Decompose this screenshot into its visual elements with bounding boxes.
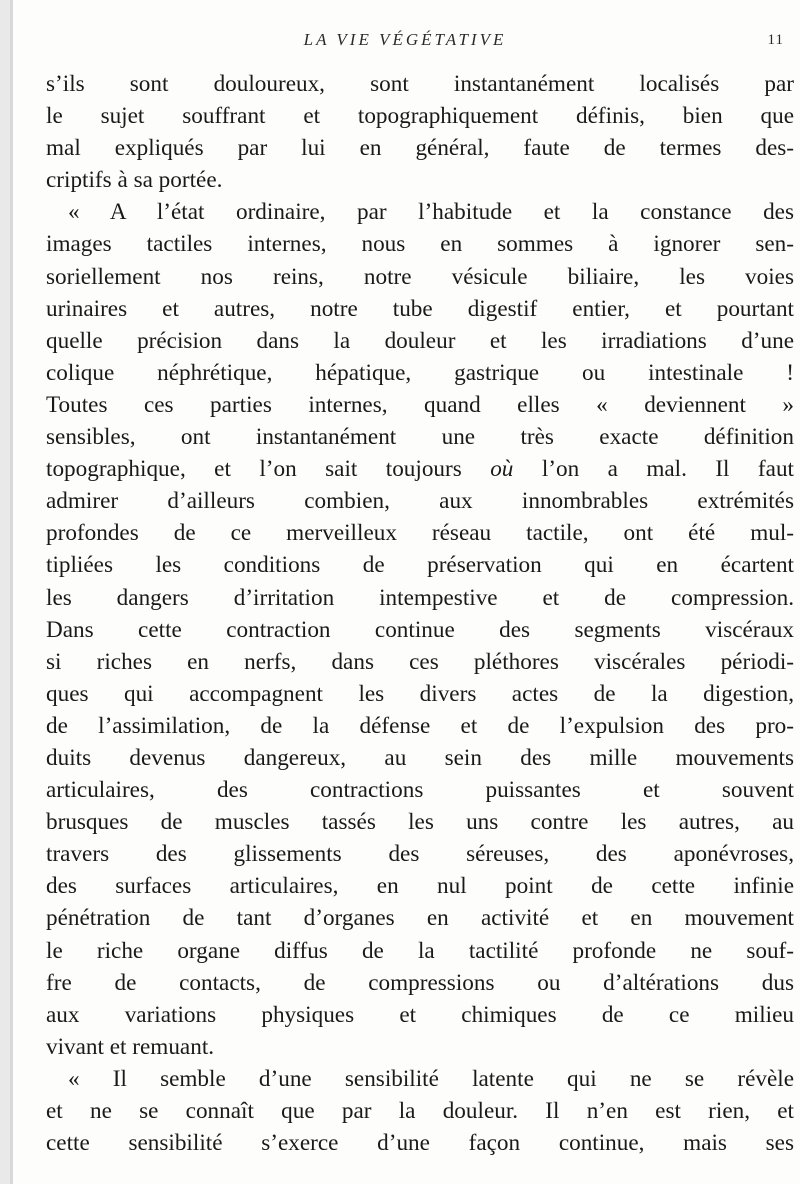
text-line: colique néphrétique, hépatique, gastrique ou intestinale ! — [46, 359, 794, 386]
italic-word: où — [490, 456, 514, 483]
text-line: mal expliqués par lui en général, faute de termes des- — [46, 135, 794, 162]
running-head — [10, 30, 800, 56]
page-edge-shadow — [10, 0, 13, 1184]
text-line: articulaires, des contractions puissantes et souvent — [46, 777, 794, 804]
running-title: LA VIE VÉGÉTATIVE — [303, 30, 507, 49]
text-line: des surfaces articulaires, en nul point de cette infinie — [46, 873, 794, 900]
text-line: soriellement nos reins, notre vésicule biliaire, les voies — [46, 263, 794, 290]
text-line: fre de contacts, de compressions ou d’altérations dus — [46, 969, 794, 996]
text-line: tipliées les conditions de préservation qui en écartent — [46, 552, 794, 579]
text-line: si riches en nerfs, dans ces pléthores viscérales périodi- — [46, 648, 794, 675]
text-segment: l’on a mal. Il faut — [513, 456, 794, 483]
text-line: aux variations physiques et chimiques de ce milieu — [46, 1001, 794, 1028]
text-line: le sujet souffrant et topographiquement définis, bien que — [46, 103, 794, 130]
text-line: de l’assimilation, de la défense et de l’expulsion des pro- — [46, 712, 794, 739]
body-text — [46, 68, 794, 1159]
text-line: Toutes ces parties internes, quand elles « deviennent » — [46, 391, 794, 418]
text-line — [46, 453, 794, 485]
text-line: « A l’état ordinaire, par l’habitude et la constance des — [68, 199, 794, 226]
text-line: cette sensibilité s’exerce d’une façon continue, mais ses — [46, 1130, 794, 1157]
text-line: quelle précision dans la douleur et les irradiations d’une — [46, 327, 794, 354]
text-line: s’ils sont douloureux, sont instantanément localisés par — [46, 71, 794, 97]
page-number: 11 — [767, 32, 784, 48]
text-line: duits devenus dangereux, au sein des mille mouvements — [46, 744, 794, 771]
text-line: « Il semble d’une sensibilité latente qui ne se révèle — [68, 1065, 794, 1092]
text-line: urinaires et autres, notre tube digestif entier, et pourtant — [46, 295, 794, 322]
text-line: le riche organe diffus de la tactilité profonde ne souf- — [46, 937, 794, 964]
text-line: Dans cette contraction continue des segments viscéraux — [46, 616, 794, 643]
text-line: les dangers d’irritation intempestive et de compression. — [46, 584, 794, 611]
text-line: images tactiles internes, nous en sommes à ignorer sen- — [46, 231, 794, 258]
text-line: vivant et remuant. — [46, 1033, 215, 1060]
text-line: et ne se connaît que par la douleur. Il n’en est rien, et — [46, 1098, 794, 1124]
text-line: sensibles, ont instantanément une très exacte définition — [46, 424, 794, 451]
text-line: travers des glissements des séreuses, des aponévroses, — [46, 841, 794, 868]
text-segment: topographique, et l’on sait toujours — [46, 456, 491, 483]
text-line: pénétration de tant d’organes en activité et en mouvement — [46, 905, 794, 932]
text-line: profondes de ce merveilleux réseau tactile, ont été mul- — [46, 520, 794, 547]
text-line: ques qui accompagnent les divers actes de la digestion, — [46, 680, 794, 707]
text-line: criptifs à sa portée. — [46, 167, 223, 194]
text-line: brusques de muscles tassés les uns contre les autres, au — [46, 809, 794, 836]
text-line: admirer d’ailleurs combien, aux innombrables extrémités — [46, 488, 794, 515]
